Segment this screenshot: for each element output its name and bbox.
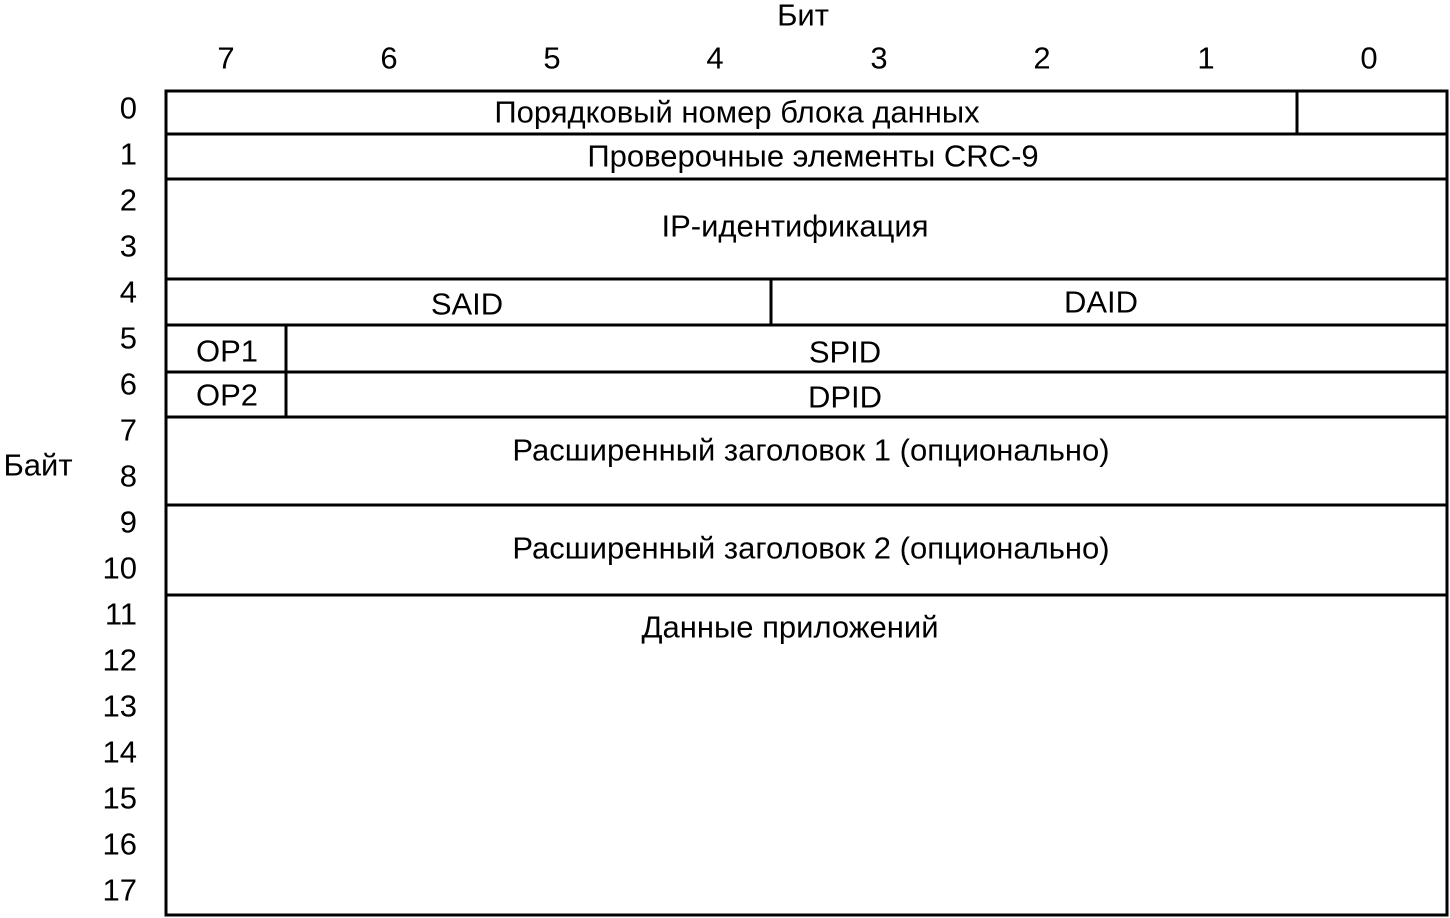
field-op1: OP1 — [195, 333, 259, 369]
byte-label: 5 — [119, 320, 137, 356]
byte-label: 3 — [119, 228, 137, 264]
bit-label: 2 — [1033, 40, 1051, 76]
bit-label: 1 — [1197, 40, 1215, 76]
field-application-data: Данные приложений — [641, 609, 939, 645]
byte-label: 2 — [119, 182, 137, 218]
bit-label: 4 — [706, 40, 724, 76]
field-dpid: DPID — [807, 379, 883, 415]
field-spid: SPID — [808, 334, 882, 370]
field-said: SAID — [430, 286, 504, 322]
byte-label: 13 — [102, 688, 137, 724]
field-crc: Проверочные элементы CRC-9 — [587, 138, 1039, 174]
byte-label: 14 — [102, 734, 137, 770]
byte-label: 10 — [102, 550, 137, 586]
field-ip-identification: IP-идентификация — [661, 208, 929, 244]
bit-label: 7 — [217, 40, 235, 76]
byte-label: 6 — [119, 366, 137, 402]
byte-label: 17 — [102, 872, 137, 908]
byte-axis-title: Байт — [3, 447, 73, 483]
field-extended-header-1: Расширенный заголовок 1 (опционально) — [512, 432, 1110, 468]
bit-axis-title: Бит — [777, 0, 829, 33]
bit-label: 5 — [543, 40, 561, 76]
byte-label: 12 — [102, 642, 137, 678]
bit-label: 6 — [380, 40, 398, 76]
field-extended-header-2: Расширенный заголовок 2 (опционально) — [512, 530, 1110, 566]
field-daid: DAID — [1063, 284, 1139, 320]
field-op2: OP2 — [195, 377, 259, 413]
byte-label: 8 — [119, 458, 137, 494]
byte-label: 11 — [104, 596, 137, 632]
byte-label: 0 — [119, 90, 137, 126]
byte-label: 4 — [119, 274, 137, 310]
byte-label: 7 — [119, 412, 137, 448]
bit-label: 3 — [870, 40, 888, 76]
field-block-sequence-number: Порядковый номер блока данных — [494, 94, 980, 130]
byte-label: 9 — [119, 504, 137, 540]
byte-label: 1 — [119, 136, 137, 172]
byte-label: 16 — [102, 826, 137, 862]
bit-label: 0 — [1360, 40, 1378, 76]
byte-label: 15 — [102, 780, 137, 816]
